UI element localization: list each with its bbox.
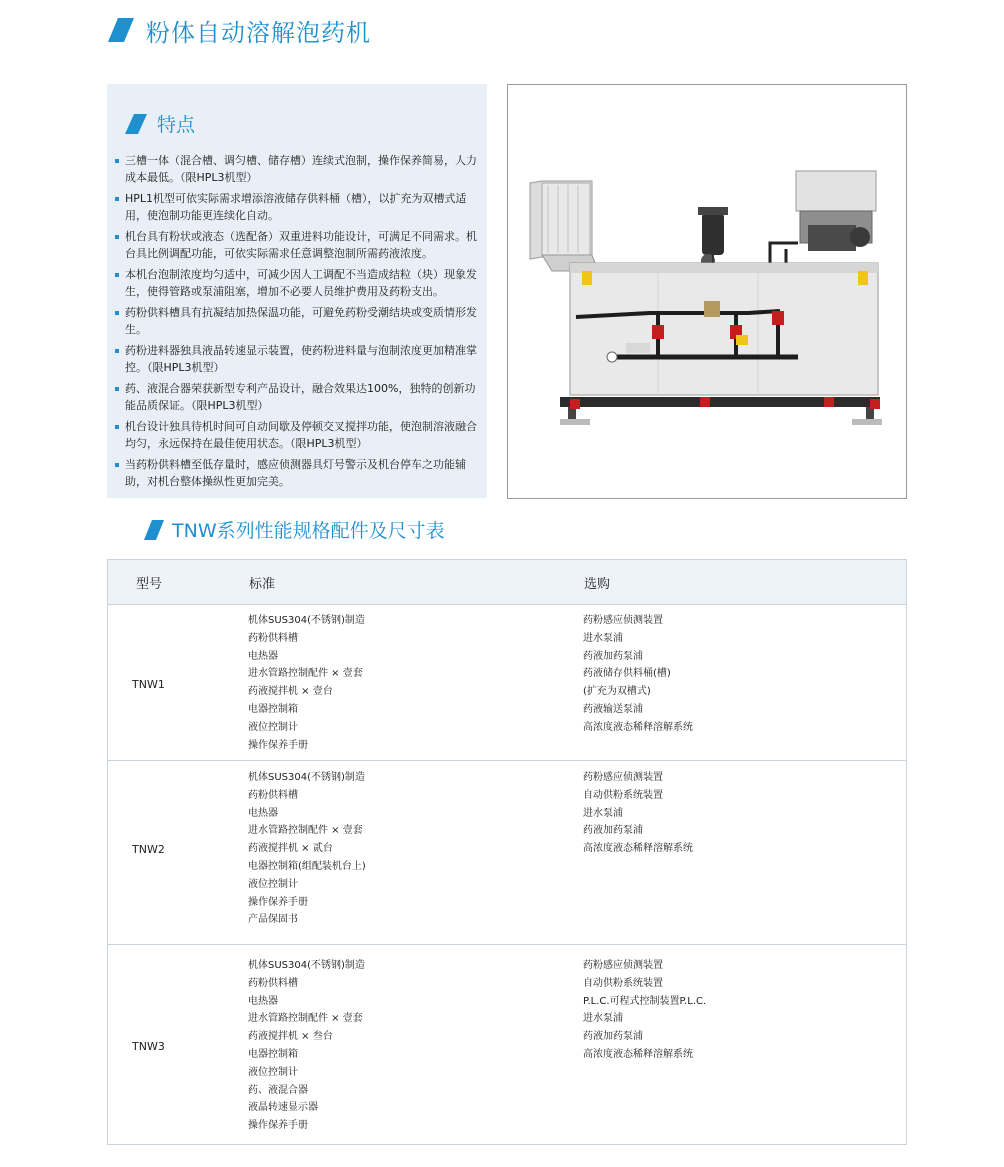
bullet-icon: [115, 235, 119, 239]
header-standard: 标准: [249, 577, 276, 592]
page-title: 粉体自动溶解泡药机: [146, 18, 371, 47]
bullet-icon: [115, 463, 119, 467]
standard-item: 药液搅拌机 × 壹台: [248, 686, 333, 698]
standard-item: 电器控制箱: [248, 1048, 298, 1060]
standard-item: 进水管路控制配件 × 壹套: [248, 668, 363, 680]
features-heading: [125, 110, 195, 137]
optional-item: 药粉感应侦测装置: [583, 960, 663, 971]
optional-item: 自动供粉系统装置: [583, 789, 663, 801]
feature-item: 当药粉供料槽至低存量时，感应侦测器具灯号警示及机台停车之功能辅助，对机台整体操纵性更加完美。: [115, 456, 481, 490]
standard-item: 电热器: [248, 995, 278, 1007]
table-row: [108, 761, 906, 945]
optional-item: P.L.C.可程式控制装置P.L.C.: [583, 995, 707, 1007]
standard-item: 药、液混合器: [248, 1084, 308, 1096]
standard-item: 进水管路控制配件 × 壹套: [248, 825, 363, 837]
model-cell: TNW1: [132, 678, 165, 691]
optional-item: 药液加药泵浦: [583, 825, 643, 837]
bullet-icon: [115, 349, 119, 353]
optional-list: [583, 612, 693, 737]
optional-item: 高浓度液态稀释溶解系统: [583, 1048, 693, 1060]
standard-item: 机体SUS304(不锈钢)制造: [248, 772, 365, 783]
optional-item: 药液输送泵浦: [583, 703, 643, 715]
standard-item: 机体SUS304(不锈钢)制造: [248, 615, 365, 626]
standard-item: 电器控制箱: [248, 703, 298, 715]
optional-item: 药粉感应侦测装置: [583, 772, 663, 783]
optional-list: [583, 769, 693, 858]
optional-item: (扩充为双槽式): [583, 686, 651, 698]
features-panel: [107, 84, 487, 498]
standard-item: 液晶转速显示器: [248, 1102, 318, 1114]
standard-item: 液位控制计: [248, 1066, 298, 1078]
standard-item: 电热器: [248, 807, 278, 819]
bullet-icon: [115, 197, 119, 201]
standard-item: 进水管路控制配件 × 壹套: [248, 1013, 363, 1025]
spec-heading: [144, 516, 445, 543]
spec-title: TNW系列性能规格配件及尺寸表: [172, 520, 445, 542]
optional-item: 自动供粉系统装置: [583, 977, 663, 989]
optional-item: 药液加药泵浦: [583, 1031, 643, 1043]
page-header: [108, 12, 371, 48]
standard-item: 产品保固书: [248, 914, 298, 926]
table-row: [108, 945, 906, 1144]
optional-list: [583, 957, 706, 1064]
optional-item: 药液储存供料桶(槽): [583, 668, 671, 680]
product-photo: [507, 84, 907, 499]
table-header: [108, 560, 906, 605]
features-list: [115, 152, 481, 494]
standard-item: 药液搅拌机 × 叁台: [248, 1031, 333, 1043]
header-optional: 选购: [584, 577, 611, 592]
optional-item: 进水泵浦: [583, 1013, 623, 1025]
optional-item: 高浓度液态稀释溶解系统: [583, 843, 693, 855]
standard-item: 操作保养手册: [248, 1120, 308, 1132]
spec-table: [107, 559, 907, 1145]
standard-list: [248, 612, 365, 754]
standard-item: 机体SUS304(不锈钢)制造: [248, 960, 365, 971]
feature-item: 药粉进料器独具液晶转速显示装置，使药粉进料量与泡制浓度更加精准掌控。（限HPL3机型）: [115, 342, 481, 376]
bullet-icon: [115, 425, 119, 429]
optional-item: 药粉感应侦测装置: [583, 615, 663, 626]
features-title: 特点: [157, 114, 196, 136]
optional-item: 进水泵浦: [583, 632, 623, 644]
standard-list: [248, 957, 365, 1135]
standard-item: 液位控制计: [248, 878, 298, 890]
table-row: [108, 604, 906, 761]
optional-item: 高浓度液态稀释溶解系统: [583, 721, 693, 733]
standard-item: 操作保养手册: [248, 896, 308, 908]
feature-item: 机台具有粉状或液态（选配备）双重进料功能设计，可满足不同需求。机台具比例调配功能，可依实际需求任意调整泡制所需药液浓度。: [115, 228, 481, 262]
optional-item: 药液加药泵浦: [583, 650, 643, 662]
standard-item: 药液搅拌机 × 贰台: [248, 843, 333, 855]
bullet-icon: [115, 311, 119, 315]
bullet-icon: [115, 273, 119, 277]
feature-item: 药粉供料槽具有抗凝结加热保温功能，可避免药粉受潮结块或变质情形发生。: [115, 304, 481, 338]
standard-item: 液位控制计: [248, 721, 298, 733]
title-slash-icon: [108, 18, 134, 42]
header-model: 型号: [136, 577, 163, 592]
bullet-icon: [115, 159, 119, 163]
feature-item: 本机台泡制浓度均匀适中，可减少因人工调配不当造成结粒（块）现象发生，使得管路或泵浦阻塞，增加不必要人员维护费用及药粉支出。: [115, 266, 481, 300]
optional-item: 进水泵浦: [583, 807, 623, 819]
standard-item: 电热器: [248, 650, 278, 662]
feature-item: 药、液混合器荣获新型专利产品设计，融合效果达100%，独特的创新功能品质保证。（限HPL3机型）: [115, 380, 481, 414]
heading-slash-icon: [125, 114, 147, 134]
feature-item: 机台设计独具待机时间可自动间歇及停顿交叉搅拌功能，使泡制溶液融合均匀，永远保持在最佳使用状态。（限HPL3机型）: [115, 418, 481, 452]
standard-item: 电器控制箱(组配装机台上): [248, 860, 366, 872]
heading-slash-icon: [144, 520, 164, 540]
model-cell: TNW3: [132, 1040, 165, 1053]
feature-item: HPL1机型可依实际需求增添溶液储存供料桶（槽），以扩充为双槽式适用，使泡制功能更连续化自动。: [115, 190, 481, 224]
standard-item: 药粉供料槽: [248, 789, 298, 801]
bullet-icon: [115, 387, 119, 391]
standard-item: 药粉供料槽: [248, 977, 298, 989]
feature-item: 三槽一体（混合槽、调匀槽、储存槽）连续式泡制，操作保养简易，人力成本最低。（限HPL3机型）: [115, 152, 481, 186]
model-cell: TNW2: [132, 843, 165, 856]
machine-illustration: [508, 85, 906, 498]
standard-item: 操作保养手册: [248, 739, 308, 751]
standard-item: 药粉供料槽: [248, 632, 298, 644]
standard-list: [248, 769, 366, 929]
